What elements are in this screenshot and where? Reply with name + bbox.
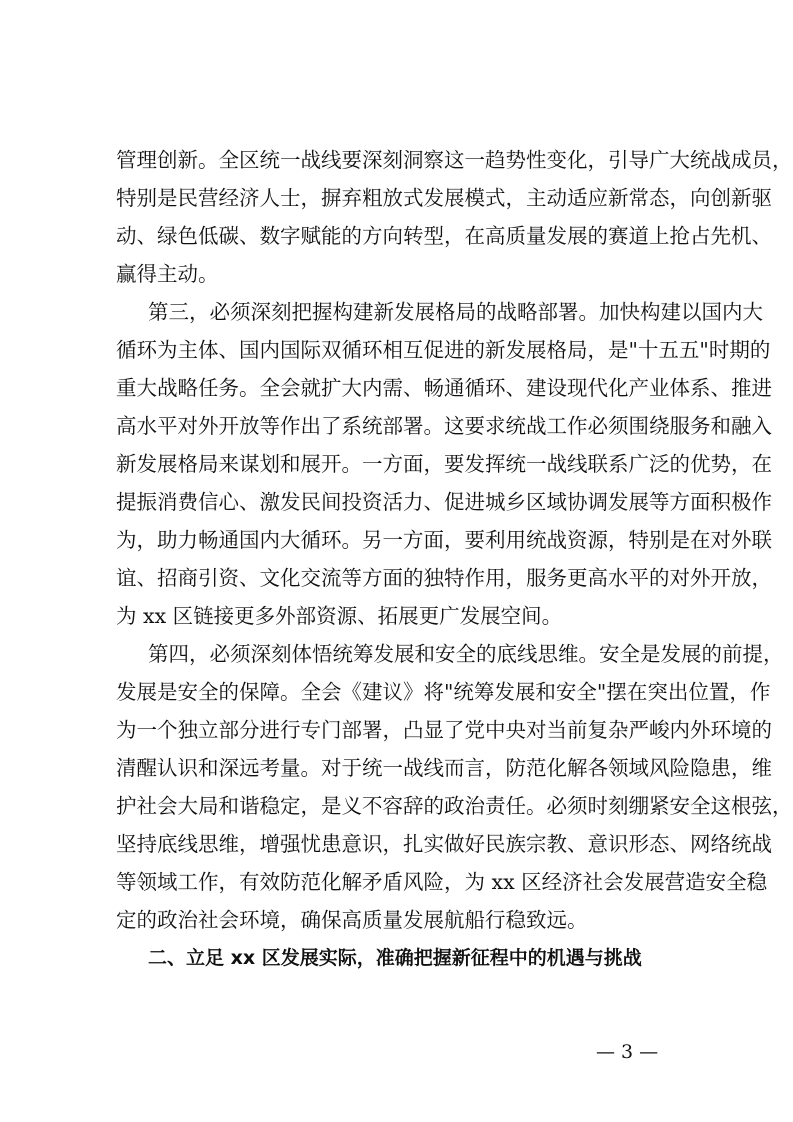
paragraph-line: 护社会大局和谐稳定，是义不容辞的政治责任。必须时刻绷紧安全这根弦， <box>116 794 793 818</box>
paragraph-line: 发展是安全的保障。全会《建议》将"统筹发展和安全"摆在突出位置，作 <box>116 680 771 704</box>
paragraph-line: 坚持底线思维，增强忧患意识，扎实做好民族宗教、意识形态、网络统战 <box>116 832 772 856</box>
paragraph-line: 为 xx 区链接更多外部资源、拓展更广发展空间。 <box>116 604 563 628</box>
page-number: — 3 — <box>596 1041 659 1063</box>
paragraph-line: 新发展格局来谋划和展开。一方面，要发挥统一战线联系广泛的优势，在 <box>116 452 772 476</box>
paragraph-line: 清醒认识和深远考量。对于统一战线而言，防范化解各领域风险隐患，维 <box>116 756 772 780</box>
paragraph-line: 谊、招商引资、文化交流等方面的独特作用，服务更高水平的对外开放， <box>116 566 772 590</box>
paragraph-line: 高水平对外开放等作出了系统部署。这要求统战工作必须围绕服务和融入 <box>116 414 772 438</box>
paragraph-line: 动、绿色低碳、数字赋能的方向转型，在高质量发展的赛道上抢占先机、 <box>116 224 772 248</box>
paragraph-line: 为，助力畅通国内大循环。另一方面，要利用统战资源，特别是在对外联 <box>116 528 772 552</box>
paragraph-line: 提振消费信心、激发民间投资活力、促进城乡区域协调发展等方面积极作 <box>116 490 772 514</box>
paragraph-line: 定的政治社会环境，确保高质量发展航船行稳致远。 <box>116 908 588 932</box>
paragraph-line: 循环为主体、国内国际双循环相互促进的新发展格局，是"十五五"时期的 <box>116 338 771 362</box>
paragraph-line: 管理创新。全区统一战线要深刻洞察这一趋势性变化，引导广大统战成员， <box>116 148 793 172</box>
paragraph-line: 赢得主动。 <box>116 262 219 286</box>
paragraph-line: 等领域工作，有效防范化解矛盾风险，为 xx 区经济社会发展营造安全稳 <box>116 870 768 894</box>
paragraph-line: 特别是民营经济人士，摒弃粗放式发展模式，主动适应新常态，向创新驱 <box>116 186 772 210</box>
section-heading: 二、立足 xx 区发展实际，准确把握新征程中的机遇与挑战 <box>148 947 642 969</box>
paragraph-line: 重大战略任务。全会就扩大内需、畅通循环、建设现代化产业体系、推进 <box>116 376 772 400</box>
paragraph-line: 第四，必须深刻体悟统筹发展和安全的底线思维。安全是发展的前提， <box>148 642 784 666</box>
paragraph-line: 第三，必须深刻把握构建新发展格局的战略部署。加快构建以国内大 <box>148 300 763 324</box>
paragraph-line: 为一个独立部分进行专门部署，凸显了党中央对当前复杂严峻内外环境的 <box>116 718 772 742</box>
